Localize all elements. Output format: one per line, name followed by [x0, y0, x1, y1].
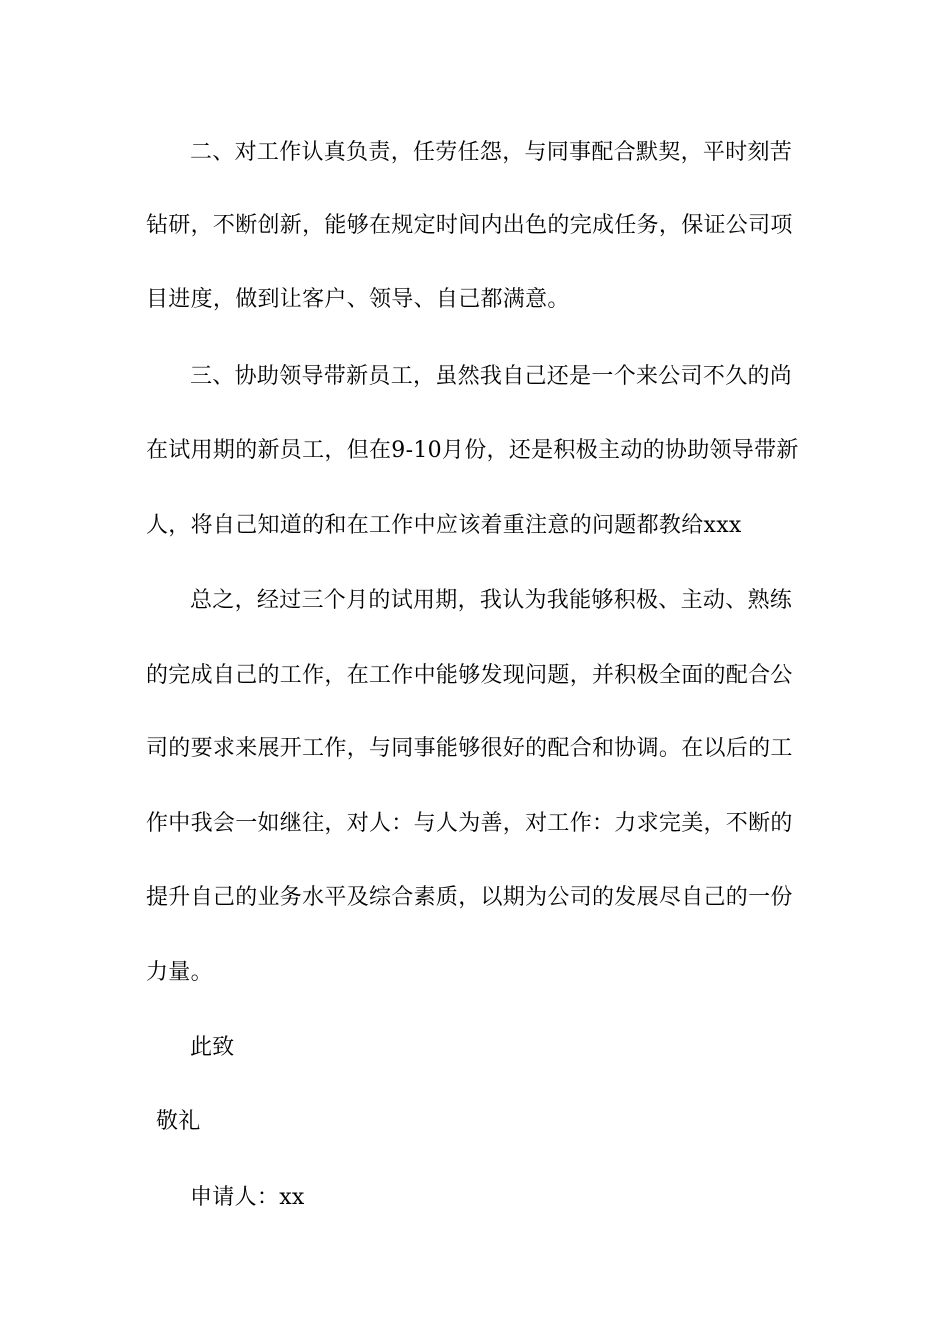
applicant-signature: 申请人：xx [190, 1185, 305, 1210]
summary-line-6: 力量。 [146, 960, 213, 985]
summary-line-5: 提升自己的业务水平及综合素质，以期为公司的发展尽自己的一份 [146, 885, 793, 910]
paragraph-3-line-2: 在试用期的新员工，但在9-10月份，还是积极主动的协助领导带新 [146, 438, 799, 463]
paragraph-2-line-1: 二、对工作认真负责，任劳任怨，与同事配合默契，平时刻苦 [190, 140, 793, 165]
summary-line-3: 司的要求来展开工作，与同事能够很好的配合和协调。在以后的工 [146, 736, 793, 761]
paragraph-2-line-3: 目进度，做到让客户、领导、自己都满意。 [146, 287, 570, 312]
paragraph-2-line-2: 钻研，不断创新，能够在规定时间内出色的完成任务，保证公司项 [146, 213, 793, 238]
paragraph-3-line-3: 人，将自己知道的和在工作中应该着重注意的问题都教给xxx [146, 513, 742, 538]
summary-line-2: 的完成自己的工作，在工作中能够发现问题，并积极全面的配合公 [146, 663, 793, 688]
closing-phrase: 此致 [190, 1035, 235, 1060]
summary-line-4: 作中我会一如继往，对人：与人为善，对工作：力求完美，不断的 [146, 811, 793, 836]
paragraph-3-line-1: 三、协助领导带新员工，虽然我自己还是一个来公司不久的尚 [190, 364, 793, 389]
salutation: 敬礼 [156, 1109, 201, 1134]
summary-line-1: 总之，经过三个月的试用期，我认为我能够积极、主动、熟练 [190, 588, 793, 613]
